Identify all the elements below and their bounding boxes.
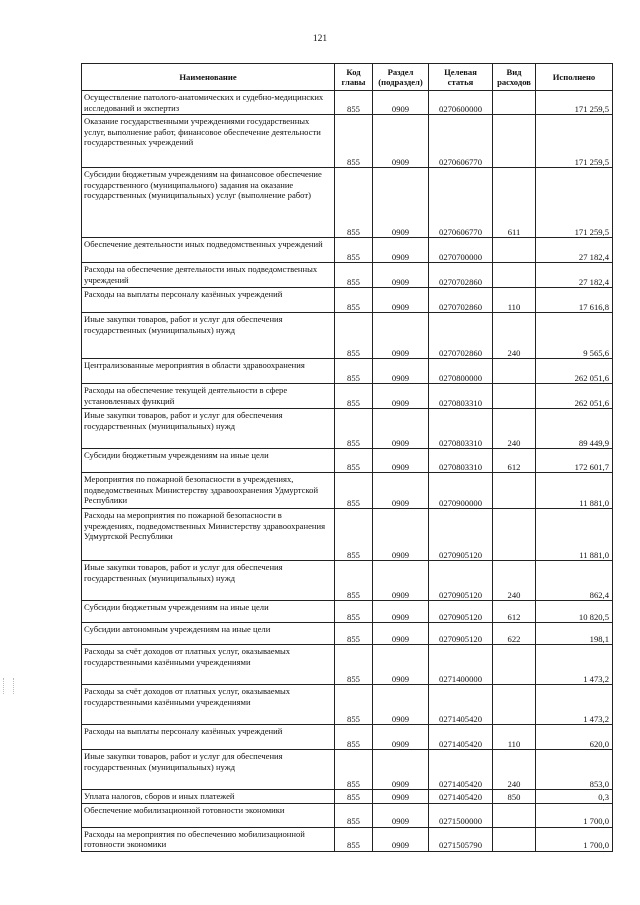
- cell-type: [493, 359, 536, 384]
- cell-type: 612: [493, 601, 536, 623]
- cell-amount: 262 051,6: [536, 384, 613, 409]
- cell-code: 855: [335, 449, 373, 473]
- cell-target: 0270702860: [429, 288, 493, 313]
- cell-section: 0909: [373, 168, 429, 238]
- table-row: [82, 313, 613, 359]
- cell-name: Уплата налогов, сборов и иных платежей: [82, 790, 335, 804]
- cell-type: [493, 384, 536, 409]
- cell-section: 0909: [373, 645, 429, 685]
- table-row: [82, 384, 613, 409]
- cell-amount: 11 881,0: [536, 509, 613, 561]
- cell-name: Расходы на обеспечение текущей деятельности в сфере установленных функций: [82, 384, 335, 409]
- cell-code: 855: [335, 790, 373, 804]
- cell-name: Осуществление патолого-анатомических и судебно-медицинских исследований и экспертиз: [82, 91, 335, 115]
- page-number: 121: [312, 34, 328, 44]
- cell-code: 855: [335, 803, 373, 827]
- cell-name: Иные закупки товаров, работ и услуг для обеспечения государственных (муниципальных) нужд: [82, 313, 335, 359]
- table-row: [82, 685, 613, 725]
- table-row: [82, 288, 613, 313]
- cell-type: [493, 509, 536, 561]
- scan-margin-mark: [3, 678, 14, 694]
- cell-code: 855: [335, 725, 373, 750]
- cell-type: [493, 263, 536, 288]
- cell-code: 855: [335, 288, 373, 313]
- cell-amount: 171 259,5: [536, 91, 613, 115]
- cell-type: [493, 238, 536, 263]
- cell-amount: 1 473,2: [536, 685, 613, 725]
- cell-section: 0909: [373, 750, 429, 790]
- cell-target: 0270905120: [429, 561, 493, 601]
- cell-name: Субсидии автономным учреждениям на иные цели: [82, 623, 335, 645]
- cell-target: 0271500000: [429, 803, 493, 827]
- cell-name: Расходы за счёт доходов от платных услуг, оказываемых государственными казёнными учреждениями: [82, 685, 335, 725]
- table-row: [82, 449, 613, 473]
- cell-section: 0909: [373, 313, 429, 359]
- cell-name: Иные закупки товаров, работ и услуг для обеспечения государственных (муниципальных) нужд: [82, 561, 335, 601]
- cell-amount: 10 820,5: [536, 601, 613, 623]
- header-target: [429, 64, 493, 91]
- cell-section: 0909: [373, 803, 429, 827]
- table-row: [82, 750, 613, 790]
- cell-amount: 0,3: [536, 790, 613, 804]
- table-row: [82, 238, 613, 263]
- cell-target: 0270803310: [429, 409, 493, 449]
- cell-type: 612: [493, 449, 536, 473]
- cell-amount: 1 700,0: [536, 827, 613, 851]
- table-row: [82, 509, 613, 561]
- cell-target: 0271405420: [429, 685, 493, 725]
- header-code: [335, 64, 373, 91]
- cell-type: 240: [493, 409, 536, 449]
- cell-target: 0270900000: [429, 473, 493, 509]
- cell-amount: 171 259,5: [536, 115, 613, 168]
- header-section-line2: (подраздел): [378, 77, 423, 87]
- cell-amount: 27 182,4: [536, 263, 613, 288]
- header-section: [373, 64, 429, 91]
- table-row: [82, 168, 613, 238]
- cell-target: 0271505790: [429, 827, 493, 851]
- cell-target: 0271405420: [429, 725, 493, 750]
- cell-amount: 262 051,6: [536, 359, 613, 384]
- cell-name: Иные закупки товаров, работ и услуг для обеспечения государственных (муниципальных) нужд: [82, 750, 335, 790]
- cell-type: [493, 827, 536, 851]
- cell-type: 240: [493, 313, 536, 359]
- cell-amount: 89 449,9: [536, 409, 613, 449]
- cell-type: 240: [493, 561, 536, 601]
- table-row: [82, 645, 613, 685]
- cell-amount: 1 473,2: [536, 645, 613, 685]
- cell-type: [493, 645, 536, 685]
- cell-type: [493, 473, 536, 509]
- cell-code: 855: [335, 168, 373, 238]
- cell-name: Расходы на выплаты персоналу казённых учреждений: [82, 288, 335, 313]
- table-row: [82, 359, 613, 384]
- cell-target: 0271405420: [429, 790, 493, 804]
- cell-target: 0270700000: [429, 238, 493, 263]
- cell-amount: 198,1: [536, 623, 613, 645]
- cell-section: 0909: [373, 263, 429, 288]
- cell-section: 0909: [373, 449, 429, 473]
- cell-target: 0270905120: [429, 623, 493, 645]
- cell-type: 611: [493, 168, 536, 238]
- cell-section: 0909: [373, 238, 429, 263]
- table-row: [82, 601, 613, 623]
- cell-code: 855: [335, 384, 373, 409]
- cell-code: 855: [335, 645, 373, 685]
- cell-amount: 11 881,0: [536, 473, 613, 509]
- cell-name: Расходы за счёт доходов от платных услуг, оказываемых государственными казёнными учреждениями: [82, 645, 335, 685]
- cell-code: 855: [335, 509, 373, 561]
- cell-name: Обеспечение деятельности иных подведомственных учреждений: [82, 238, 335, 263]
- cell-type: [493, 91, 536, 115]
- cell-name: Расходы на обеспечение деятельности иных подведомственных учреждений: [82, 263, 335, 288]
- cell-section: 0909: [373, 685, 429, 725]
- cell-code: 855: [335, 115, 373, 168]
- header-code-line1: Код: [346, 67, 361, 77]
- cell-section: 0909: [373, 601, 429, 623]
- cell-target: 0270803310: [429, 384, 493, 409]
- cell-name: Расходы на мероприятия по обеспечению мобилизационной готовности экономики: [82, 827, 335, 851]
- cell-type: [493, 115, 536, 168]
- cell-code: 855: [335, 409, 373, 449]
- cell-target: 0270600000: [429, 91, 493, 115]
- cell-section: 0909: [373, 623, 429, 645]
- table-row: [82, 803, 613, 827]
- cell-code: 855: [335, 263, 373, 288]
- header-name: Наименование: [82, 64, 335, 91]
- cell-code: 855: [335, 685, 373, 725]
- cell-code: 855: [335, 238, 373, 263]
- cell-type: 622: [493, 623, 536, 645]
- cell-target: 0270606770: [429, 168, 493, 238]
- budget-table: [81, 63, 613, 852]
- cell-amount: 171 259,5: [536, 168, 613, 238]
- cell-name: Централизованные мероприятия в области здравоохранения: [82, 359, 335, 384]
- header-code-line2: главы: [341, 77, 366, 87]
- table-row: [82, 790, 613, 804]
- cell-code: 855: [335, 623, 373, 645]
- cell-type: 110: [493, 725, 536, 750]
- cell-code: 855: [335, 359, 373, 384]
- table-row: [82, 409, 613, 449]
- cell-target: 0270905120: [429, 509, 493, 561]
- table-row: [82, 725, 613, 750]
- header-target-line2: статья: [447, 77, 474, 87]
- cell-amount: 620,0: [536, 725, 613, 750]
- cell-name: Расходы на выплаты персоналу казённых учреждений: [82, 725, 335, 750]
- cell-section: 0909: [373, 384, 429, 409]
- cell-name: Иные закупки товаров, работ и услуг для обеспечения государственных (муниципальных) нужд: [82, 409, 335, 449]
- cell-code: 855: [335, 561, 373, 601]
- cell-section: 0909: [373, 409, 429, 449]
- cell-name: Субсидии бюджетным учреждениям на иные цели: [82, 449, 335, 473]
- cell-target: 0271405420: [429, 750, 493, 790]
- cell-section: 0909: [373, 115, 429, 168]
- header-type-line1: Вид: [506, 67, 522, 77]
- cell-target: 0270803310: [429, 449, 493, 473]
- cell-code: 855: [335, 91, 373, 115]
- cell-name: Оказание государственными учреждениями государственных услуг, выполнение работ, финансовое обеспечение деятельности государственных учреждений: [82, 115, 335, 168]
- cell-code: 855: [335, 827, 373, 851]
- cell-type: 110: [493, 288, 536, 313]
- cell-section: 0909: [373, 288, 429, 313]
- header-target-line1: Целевая: [444, 67, 477, 77]
- cell-section: 0909: [373, 725, 429, 750]
- table-row: [82, 623, 613, 645]
- cell-amount: 172 601,7: [536, 449, 613, 473]
- cell-name: Расходы на мероприятия по пожарной безопасности в учреждениях, подведомственных Министерству здравоохранения Удмуртской Республики: [82, 509, 335, 561]
- cell-target: 0271400000: [429, 645, 493, 685]
- header-amount: Исполнено: [536, 64, 613, 91]
- cell-section: 0909: [373, 91, 429, 115]
- cell-code: 855: [335, 313, 373, 359]
- header-type-line2: расходов: [497, 77, 531, 87]
- cell-type: [493, 685, 536, 725]
- cell-section: 0909: [373, 790, 429, 804]
- cell-amount: 27 182,4: [536, 238, 613, 263]
- cell-type: [493, 803, 536, 827]
- cell-target: 0270702860: [429, 313, 493, 359]
- table-header-row: [82, 64, 613, 91]
- cell-section: 0909: [373, 473, 429, 509]
- cell-amount: 17 616,8: [536, 288, 613, 313]
- cell-code: 855: [335, 473, 373, 509]
- header-section-line1: Раздел: [387, 67, 414, 77]
- cell-name: Обеспечение мобилизационной готовности экономики: [82, 803, 335, 827]
- cell-type: 240: [493, 750, 536, 790]
- cell-type: 850: [493, 790, 536, 804]
- table-row: [82, 263, 613, 288]
- table-row: [82, 115, 613, 168]
- cell-name: Субсидии бюджетным учреждениям на финансовое обеспечение государственного (муниципального) задания на оказание государственных (муниципальных) услуг (выполнение работ): [82, 168, 335, 238]
- table-row: [82, 91, 613, 115]
- cell-target: 0270702860: [429, 263, 493, 288]
- cell-name: Мероприятия по пожарной безопасности в учреждениях, подведомственных Министерству здравоохранения Удмуртской Республики: [82, 473, 335, 509]
- cell-section: 0909: [373, 827, 429, 851]
- cell-section: 0909: [373, 509, 429, 561]
- header-type: [493, 64, 536, 91]
- cell-section: 0909: [373, 359, 429, 384]
- cell-amount: 9 565,6: [536, 313, 613, 359]
- cell-amount: 862,4: [536, 561, 613, 601]
- cell-target: 0270800000: [429, 359, 493, 384]
- cell-amount: 853,0: [536, 750, 613, 790]
- table-row: [82, 827, 613, 851]
- cell-target: 0270905120: [429, 601, 493, 623]
- cell-amount: 1 700,0: [536, 803, 613, 827]
- cell-code: 855: [335, 601, 373, 623]
- cell-name: Субсидии бюджетным учреждениям на иные цели: [82, 601, 335, 623]
- cell-target: 0270606770: [429, 115, 493, 168]
- table-row: [82, 473, 613, 509]
- table-row: [82, 561, 613, 601]
- cell-section: 0909: [373, 561, 429, 601]
- cell-code: 855: [335, 750, 373, 790]
